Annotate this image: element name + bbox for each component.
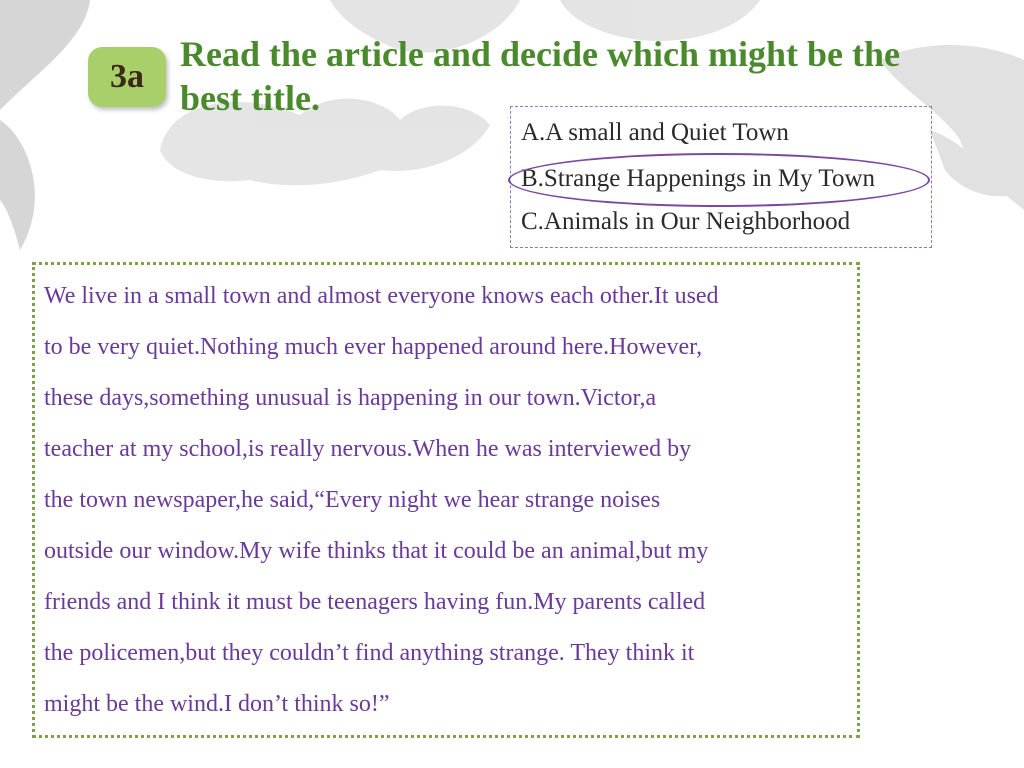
title-line-1: Read the article and decide which might be the <box>180 34 900 74</box>
article-line: friends and I think it must be teenagers having fun.My parents called <box>44 589 706 615</box>
article-line: to be very quiet.Nothing much ever happened around here.However, <box>44 334 703 360</box>
option-c[interactable]: C.Animals in Our Neighborhood <box>521 208 851 235</box>
article-line: teacher at my school,is really nervous.When he was interviewed by <box>44 436 692 462</box>
option-b[interactable]: B.Strange Happenings in My Town <box>521 165 876 192</box>
selected-answer-circle <box>508 153 930 207</box>
article-line: might be the wind.I don’t think so!” <box>44 691 390 717</box>
article-line: these days,something unusual is happening in our town.Victor,a <box>44 385 657 411</box>
article-line: the town newspaper,he said,“Every night we hear strange noises <box>44 487 661 513</box>
section-badge: 3a <box>88 47 166 107</box>
article-line: We live in a small town and almost everyone knows each other.It used <box>44 283 719 309</box>
article-line: the policemen,but they couldn’t find anything strange. They think it <box>44 640 695 666</box>
option-a[interactable]: A.A small and Quiet Town <box>521 119 789 146</box>
article-line: outside our window.My wife thinks that it could be an animal,but my <box>44 538 709 564</box>
title-line-2: best title. <box>180 78 320 118</box>
